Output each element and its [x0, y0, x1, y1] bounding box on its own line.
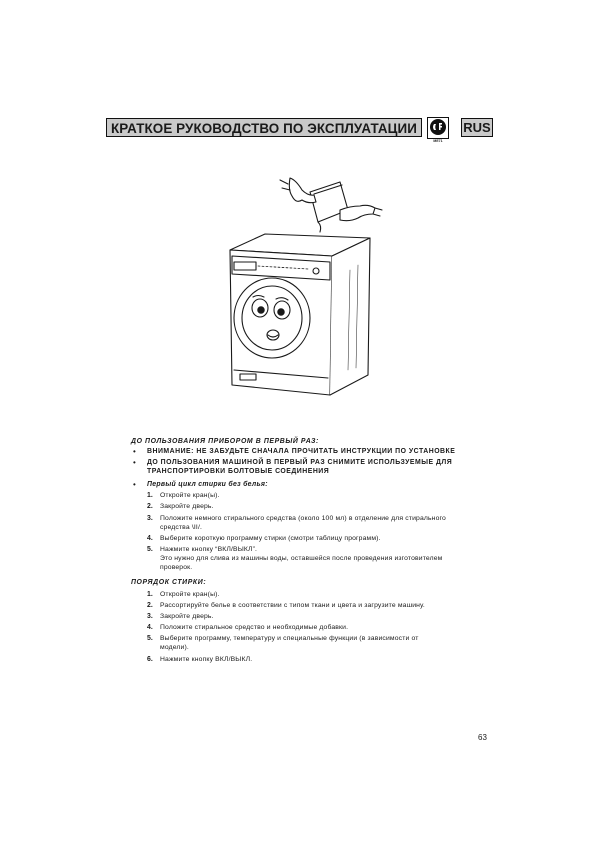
- step-number: 1.: [147, 492, 153, 499]
- certification-caption: МЕ71: [433, 139, 443, 143]
- certification-logo-icon: [427, 117, 449, 139]
- list-item-continued: проверок.: [160, 564, 193, 571]
- list-item: Положите стиральное средство и необходимые добавки.: [160, 624, 349, 631]
- right-hand-icon: [340, 205, 375, 220]
- step-number: 4.: [147, 624, 153, 631]
- bullet-marker: •: [133, 447, 136, 456]
- remove-bolts-line2: ТРАНСПОРТИРОВКИ БОЛТОВЫЕ СОЕДИНЕНИЯ: [147, 468, 330, 475]
- bullet-marker: •: [133, 458, 136, 467]
- step-number: 6.: [147, 656, 153, 663]
- step-number: 5.: [147, 546, 153, 553]
- page-number: 63: [478, 733, 487, 742]
- remove-bolts-line1: ДО ПОЛЬЗОВАНИЯ МАШИНОЙ В ПЕРВЫЙ РАЗ СНИМИТЕ ИСПОЛЬЗУЕМЫЕ ДЛЯ: [147, 459, 453, 466]
- list-item: Закройте дверь.: [160, 503, 214, 510]
- washing-machine-illustration: [210, 170, 400, 400]
- step-number: 5.: [147, 635, 153, 642]
- list-item-continued: модели).: [160, 644, 189, 651]
- step-number: 2.: [147, 602, 153, 609]
- list-item: Нажмите кнопку ВКЛ/ВЫКЛ.: [160, 656, 253, 663]
- step-number: 4.: [147, 535, 153, 542]
- list-item: Откройте кран(ы).: [160, 492, 220, 499]
- bullet-marker: •: [133, 480, 136, 489]
- first-cycle-heading: Первый цикл стирки без белья:: [147, 481, 268, 488]
- warning-read-instructions: ВНИМАНИЕ: НЕ ЗАБУДЬТЕ СНАЧАЛА ПРОЧИТАТЬ ИНСТРУКЦИИ ПО УСТАНОВКЕ: [147, 448, 456, 455]
- list-item: Закройте дверь.: [160, 613, 214, 620]
- language-tag: RUS: [461, 118, 493, 137]
- washing-procedure-heading: ПОРЯДОК СТИРКИ:: [131, 579, 207, 586]
- list-item-continued: Это нужно для слива из машины воды, оставшейся после проведения изготовителем: [160, 555, 443, 562]
- page-title: КРАТКОЕ РУКОВОДСТВО ПО ЭКСПЛУАТАЦИИ: [106, 118, 422, 137]
- step-number: 3.: [147, 613, 153, 620]
- step-number: 3.: [147, 515, 153, 522]
- list-item: Выберите программу, температуру и специальные функции (в зависимости от: [160, 635, 419, 642]
- step-number: 2.: [147, 503, 153, 510]
- first-use-heading: ДО ПОЛЬЗОВАНИЯ ПРИБОРОМ В ПЕРВЫЙ РАЗ:: [131, 438, 319, 445]
- list-item: Откройте кран(ы).: [160, 591, 220, 598]
- list-item: Положите немного стирального средства (около 100 мл) в отделение для стирального: [160, 515, 446, 522]
- list-item: Выберите короткую программу стирки (смотри таблицу программ).: [160, 535, 381, 542]
- left-hand-icon: [289, 178, 316, 203]
- list-item-continued: средства \II/.: [160, 524, 203, 531]
- list-item: Нажмите кнопку “ВКЛ/ВЫКЛ”.: [160, 546, 258, 553]
- step-number: 1.: [147, 591, 153, 598]
- list-item: Рассортируйте белье в соответствии с типом ткани и цвета и загрузите машину.: [160, 602, 425, 609]
